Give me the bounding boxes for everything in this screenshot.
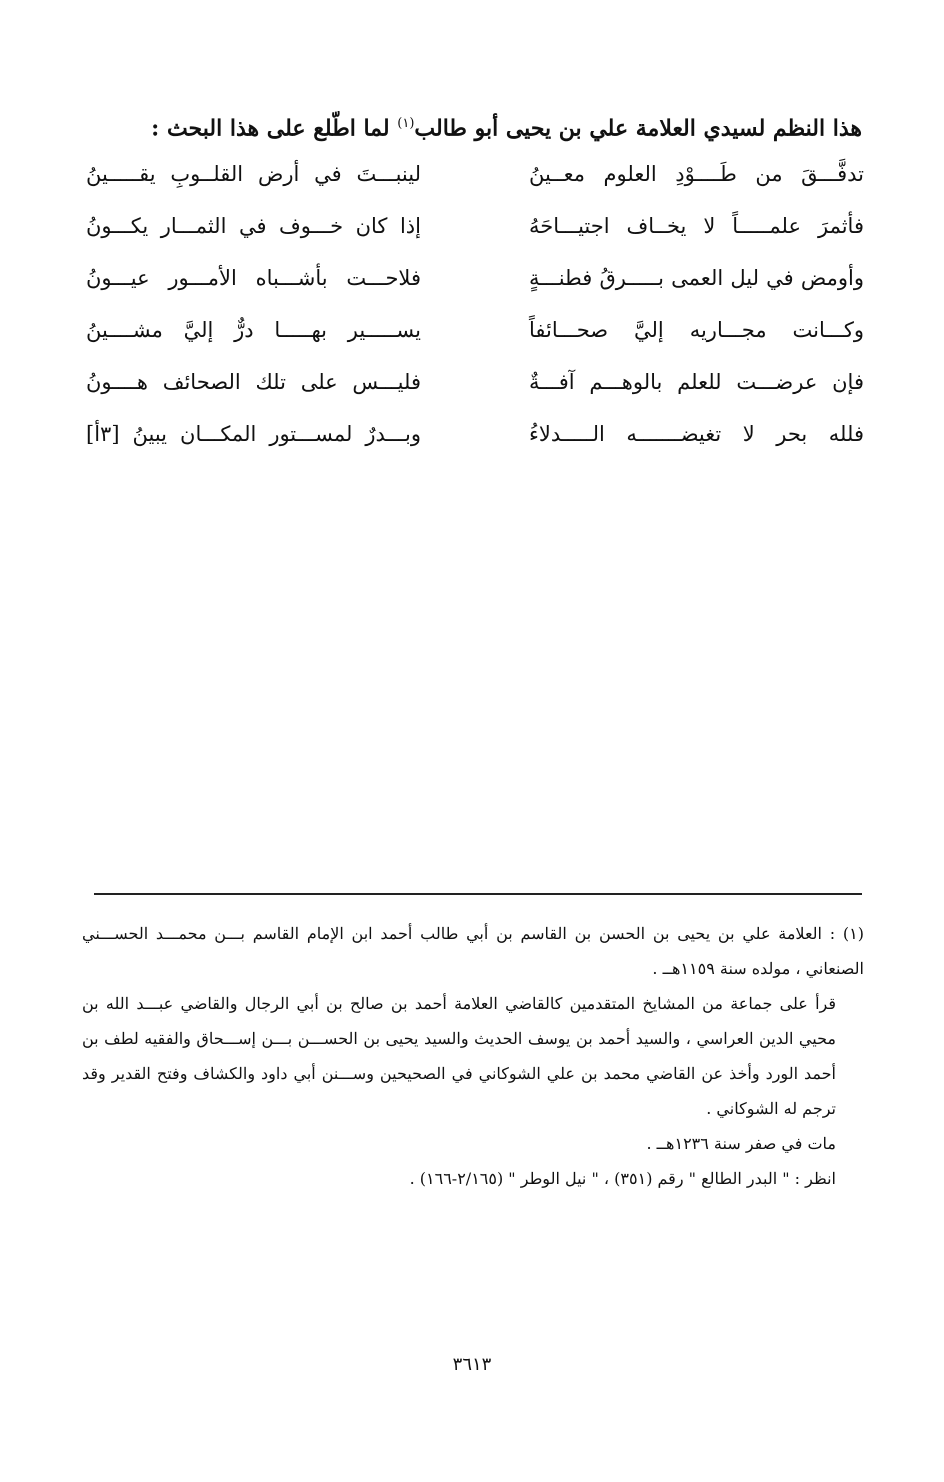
page-number: ٣٦١٣ xyxy=(452,1354,492,1375)
poem-verse xyxy=(86,204,864,256)
footnote-reference: (١) xyxy=(397,116,415,131)
poem-verse xyxy=(86,360,864,412)
poem-verse xyxy=(86,152,864,204)
footnotes xyxy=(82,916,864,1196)
footnote-paragraph: قرأ على جماعة من المشايخ المتقدمين كالقاضي العلامة أحمد بن صالح بن أبي الرجال والقاضي عبـــد الله بن محيي الدين العراسي ، والسيد أحمد بن يوسف الحديث والسيد يحيى بن الحســـن بـــن إســـحاق والفقيه لطف بن أحمد الورد وأخذ عن القاضي محمد بن علي الشوكاني في الصحيحين وســـنن أبي داود والكشاف وفتح القدير وقد ترجم له الشوكاني . xyxy=(82,994,836,1118)
verse-second-hemistich: إذا كان خـــوف في الثمـــار يكـــونُ xyxy=(86,214,421,238)
heading-text-continued: لما اطّلع على هذا البحث : xyxy=(151,115,398,142)
heading-text: هذا النظم لسيدي العلامة علي بن يحيى أبو طالب xyxy=(414,115,862,142)
verse-first-hemistich: وكـــانت مجـــاريه إليَّ صحـــائفاً xyxy=(529,318,864,342)
verse-first-hemistich: فأثمرَ علمـــــاً لا يخــاف اجتيـــاحَهُ xyxy=(529,214,864,238)
footnote-paragraph: مات في صفر سنة ١٢٣٦هــ . xyxy=(646,1134,836,1153)
poem-verse xyxy=(86,412,864,464)
verse-first-hemistich: وأومض في ليل العمى بـــــرقُ فطنـــةٍ xyxy=(529,266,864,290)
poem-heading xyxy=(102,106,862,146)
poem-verse xyxy=(86,256,864,308)
poem-verse xyxy=(86,308,864,360)
footnote-paragraph: انظر : " البدر الطالع " رقم (٣٥١) ، " نيل الوطر " (٢/١٦٥-١٦٦) . xyxy=(409,1169,836,1188)
verse-second-hemistich: فلاحـــت بأشـــباه الأمـــور عيـــونُ xyxy=(86,266,421,290)
verse-first-hemistich: تدفَّـــقَ من طَــــوْدِ العلوم معــينُ xyxy=(529,162,864,186)
footnote-separator xyxy=(94,893,862,895)
verse-first-hemistich: فإن عرضـــت للعلم بالوهـــم آفـــةٌ xyxy=(529,370,864,394)
footnote-paragraph: (١) : العلامة علي بن يحيى بن الحسن بن القاسم بن أبي طالب أحمد ابن الإمام القاسم بـــن محمـــد الحســـني الصنعاني ، مولده سنة ١١٥٩هــ . xyxy=(82,924,864,978)
verse-second-hemistich: وبـــدرٌ لمســـتور المكـــان يبينُ [٣أ] xyxy=(86,422,421,446)
verse-second-hemistich: فليـــس على تلك الصحائف هــــونُ xyxy=(86,370,421,394)
verse-first-hemistich: فلله بحر لا تغيضـــــــه الـــــدلاءُ xyxy=(529,422,864,446)
verse-second-hemistich: يســـــير بهـــــا درٌّ إليَّ مشــــينُ xyxy=(86,318,421,342)
verse-second-hemistich: لينبـــتَ في أرض القلــوبِ يقـــــينُ xyxy=(86,162,421,186)
poem xyxy=(86,152,864,464)
